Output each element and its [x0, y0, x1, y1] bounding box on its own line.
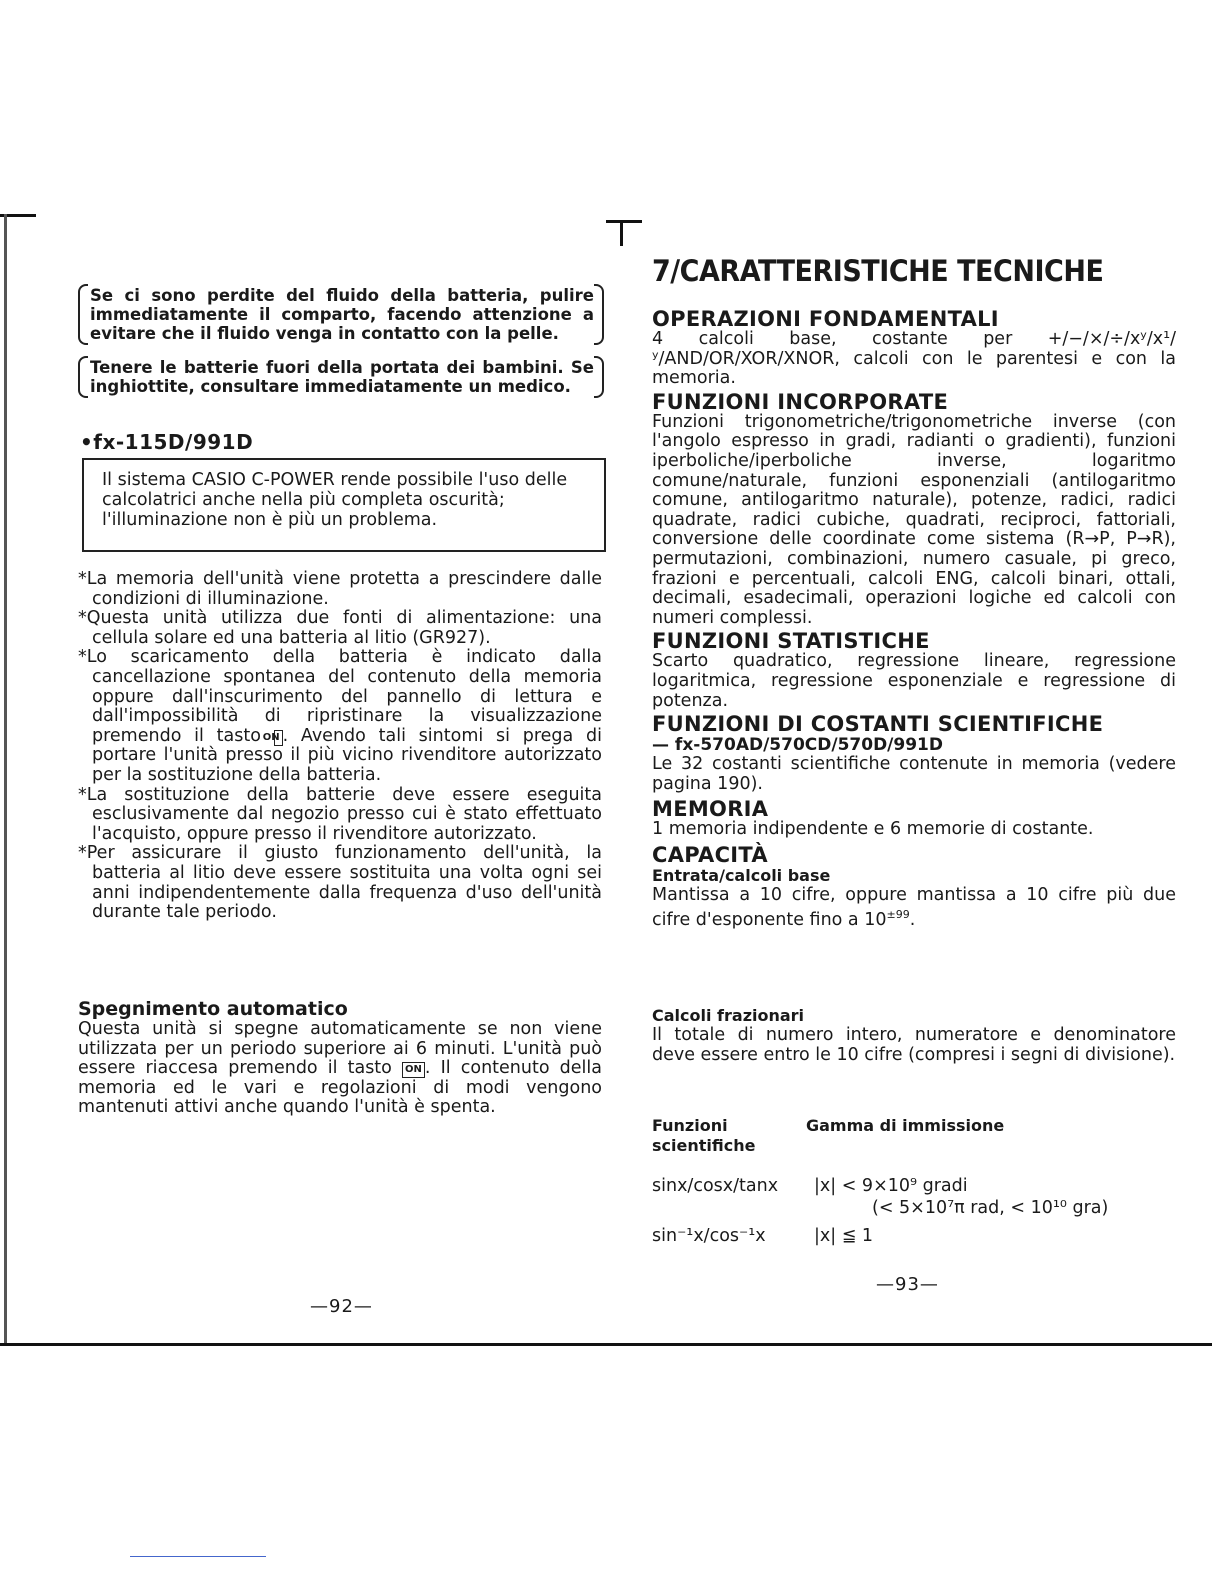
row-range: |x| < 9×10⁹ gradi — [814, 1176, 968, 1196]
section-text-capacity: Mantissa a 10 cifre, oppure mantissa a 10 cifre più due cifre d'esponente fino a $10^{\pm 99}$. — [652, 884, 1176, 931]
model-heading: •fx-115D/991D — [80, 430, 254, 454]
crop-mark-center-horizontal — [606, 220, 642, 223]
auto-off-text-a: Questa unità si spegne automaticamente se non viene utilizzata per un periodo superiore ai 6 minuti. L'unità può essere riaccesa premendo il tasto — [78, 1019, 602, 1079]
section-text-constants: Le 32 costanti scientifiche contenute in memoria (vedere pagina 190). — [652, 754, 1176, 794]
chapter-title: 7/CARATTERISTICHE TECNICHE — [652, 254, 1104, 288]
note-discharge-b: . Avendo tali sintomi si prega di portare l'unità presso il più vicino rivenditore autorizzato per la sostituzione della batteria. — [92, 725, 602, 785]
section-title-capacity: CAPACITÀ — [652, 842, 768, 867]
table-header-range: Gamma di immissione — [806, 1116, 1005, 1135]
c-power-note: Il sistema CASIO C-POWER rende possibile l'uso delle calcolatrici anche nella più completa oscurità; l'illuminazione non è più un problema. — [82, 458, 606, 552]
exponent-range: ±99 — [886, 908, 910, 922]
note-discharge-a: *Lo scaricamento della batteria è indicato dalla cancellazione spontanea del contenuto della memoria oppure dall'inscurimento del pannello di lettura e dall'impossibilità di ripristinare la visualizzazione premendo il tasto — [78, 647, 602, 746]
blue-underline — [130, 1556, 266, 1557]
on-key-icon: ON — [402, 1062, 425, 1078]
note-discharge — [78, 648, 602, 785]
note-power-sources: *Questa unità utilizza due fonti di alimentazione: una cellula solare ed una batteria al litio (GR927). — [78, 608, 602, 648]
battery-leak-warning: Se ci sono perdite del fluido della batteria, pulire immediatamente il comparto, facendo attenzione a evitare che il fluido venga in contatto con la pelle. — [78, 284, 604, 345]
section-title-statistics: FUNZIONI STATISTICHE — [652, 629, 930, 654]
row-function: sin⁻¹x/cos⁻¹x — [652, 1226, 766, 1246]
section-title-operations: OPERAZIONI FONDAMENTALI — [652, 307, 999, 331]
page-number-left: —92— — [310, 1296, 373, 1317]
crop-mark-left-vertical — [4, 214, 7, 1344]
bottom-rule — [0, 1343, 1212, 1346]
section-title-functions: FUNZIONI INCORPORATE — [652, 389, 949, 414]
note-six-years: *Per assicurare il giusto funzionamento dell'unità, la batteria al litio deve essere sostituita una volta ogni sei anni indipendentemente dalla frequenza d'uso dell'unità durante tale periodo. — [78, 843, 602, 923]
row-function: sinx/cosx/tanx — [652, 1176, 779, 1196]
section-text-statistics: Scarto quadratico, regressione lineare, regressione logaritmica, regressione esponenziale e regressione di potenza. — [652, 651, 1176, 711]
crop-mark-center-vertical — [620, 220, 623, 246]
note-memory: *La memoria dell'unità viene protetta a prescindere dalle condizioni di illuminazione. — [78, 569, 602, 609]
capacity-subtitle: Entrata/calcoli base — [652, 865, 831, 885]
row-range-extra: (< 5×10⁷π rad, < 10¹⁰ gra) — [872, 1198, 1109, 1218]
auto-off-text-b: . Il contenuto della memoria ed le vari e regolazioni di modi vengono mantenuti attivi anche quando l'unità è spenta. — [78, 1058, 602, 1118]
section-title-constants: FUNZIONI DI COSTANTI SCIENTIFICHE — [652, 712, 1104, 737]
page-number-right: —93— — [876, 1274, 939, 1295]
section-text-operations: 4 calcoli base, costante per +/−/×/÷/xʸ/x¹/ʸ/AND/OR/XOR/XNOR, calcoli con le parentesi e con la memoria. — [652, 329, 1176, 389]
battery-notes — [78, 570, 602, 923]
row-range: |x| ≦ 1 — [814, 1226, 874, 1246]
auto-off-section — [78, 998, 602, 1118]
section-text-memory: 1 memoria indipendente e 6 memorie di costante. — [652, 819, 1094, 840]
spec-sections — [652, 308, 1176, 931]
constants-models: — fx-570AD/570CD/570D/991D — [652, 735, 943, 756]
fraction-text: Il totale di numero intero, numeratore e denominatore deve essere entro le 10 cifre (compresi i segni di divisione). — [652, 1025, 1176, 1065]
fraction-heading: Calcoli frazionari — [652, 1006, 805, 1025]
section-title-memory: MEMORIA — [652, 797, 769, 822]
capacity-text: Mantissa a 10 cifre, oppure mantissa a 10 cifre più due cifre d'esponente fino a 10 — [652, 884, 1176, 931]
fraction-section — [652, 1006, 1176, 1065]
auto-off-heading: Spegnimento automatico — [78, 998, 348, 1020]
auto-off-text — [78, 1020, 602, 1118]
note-replacement: *La sostituzione della batterie deve essere eseguita esclusivamente dal negozio presso cui è stato effettuato l'acquisto, oppure presso il rivenditore autorizzato. — [78, 784, 602, 844]
children-warning: Tenere le batterie fuori della portata dei bambini. Se inghiottite, consultare immediatamente un medico. — [78, 356, 604, 398]
section-text-functions: Funzioni trigonometriche/trigonometriche inverse (con l'angolo espresso in gradi, radianti o gradienti), funzioni iperboliche/iperboliche inverse, logaritmo comune/naturale, funzioni esponenziali (antilogaritmo comune, antilogaritmo naturale), potenze, radici, radici quadrate, radici cubiche, quadrati, reciproci, fattoriali, conversione delle coordinate come sistema (R→P, P→R), permutazioni, combinazioni, numero casuale, pi greco, frazioni e percentuali, calcoli ENG, calcoli binari, ottali, decimali, esadecimali, operazioni logiche ed calcoli con numeri complessi. — [652, 411, 1176, 628]
on-key-icon: ON — [274, 730, 283, 746]
table-header-functions: Funzioni scientifiche — [652, 1116, 756, 1155]
